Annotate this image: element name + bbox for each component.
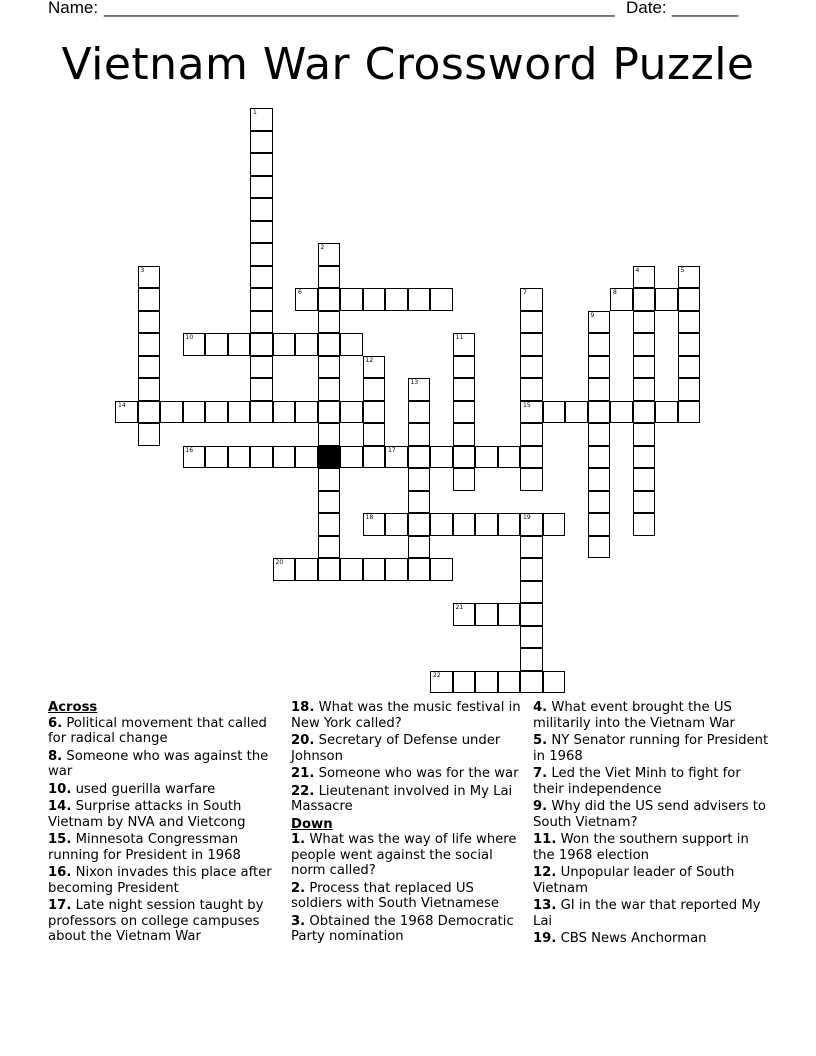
grid-cell[interactable] <box>655 288 678 311</box>
clue-number: 10 <box>185 334 194 341</box>
grid-cell[interactable] <box>340 288 363 311</box>
clue-across-16: 16. Nixon invades this place after becoming President <box>48 865 272 896</box>
grid-cell[interactable] <box>475 603 498 626</box>
grid-cell[interactable] <box>588 378 611 401</box>
grid-cell[interactable] <box>205 333 228 356</box>
grid-cell[interactable] <box>138 356 161 379</box>
clue-down-2: 2. Process that replaced US soldiers with South Vietnamese <box>291 880 499 911</box>
grid-cell[interactable] <box>565 401 588 424</box>
clue-number: 1 <box>253 109 257 116</box>
grid-cell[interactable] <box>543 671 566 694</box>
grid-cell[interactable] <box>205 446 228 469</box>
clue-number: 6 <box>298 289 302 296</box>
clue-number: 3 <box>140 266 145 274</box>
grid-cell[interactable] <box>520 603 543 626</box>
grid-cell[interactable] <box>498 513 521 536</box>
grid-cell[interactable] <box>475 671 498 694</box>
clue-column-2 <box>291 700 523 947</box>
grid-cell[interactable] <box>408 513 431 536</box>
clue-number: 7 <box>523 289 527 296</box>
grid-cell[interactable] <box>138 401 161 424</box>
grid-cell[interactable] <box>520 446 543 469</box>
grid-cell[interactable] <box>453 671 476 694</box>
clue-number: 16 <box>185 446 194 454</box>
clue-across-10: 10. used guerilla warfare <box>48 781 216 797</box>
grid-cell[interactable] <box>520 378 543 401</box>
grid-cell[interactable] <box>633 491 656 514</box>
clue-number: 9 <box>590 311 595 319</box>
clue-number: 11 <box>455 334 464 341</box>
clue-across-14: 14. Surprise attacks in South Vietnam by NVA and Vietcong <box>48 799 246 830</box>
grid-cell[interactable] <box>250 288 273 311</box>
clue-across-21: 21. Someone who was for the war <box>291 766 519 781</box>
grid-cell[interactable] <box>678 401 701 424</box>
grid-cell[interactable] <box>633 333 656 356</box>
grid-cell[interactable] <box>295 401 318 424</box>
grid-cell[interactable] <box>295 333 318 356</box>
grid-cell[interactable] <box>498 603 521 626</box>
grid-cell[interactable] <box>318 378 341 401</box>
grid-cell[interactable] <box>385 446 408 469</box>
grid-cell[interactable] <box>228 401 251 424</box>
grid-cell[interactable] <box>160 401 183 424</box>
grid-cell[interactable] <box>655 401 678 424</box>
grid-cell[interactable] <box>588 513 611 536</box>
grid-cell[interactable] <box>430 558 453 581</box>
grid-cell[interactable] <box>385 513 408 536</box>
grid-cell[interactable] <box>408 288 431 311</box>
grid-cell[interactable] <box>543 513 566 536</box>
grid-cell[interactable] <box>520 581 543 604</box>
grid-cell[interactable] <box>318 401 341 424</box>
grid-cell[interactable] <box>430 513 453 536</box>
clue-down-19: 19. CBS News Anchorman <box>533 931 707 946</box>
grid-cell[interactable] <box>138 266 161 289</box>
grid-cell[interactable] <box>408 378 431 401</box>
grid-cell[interactable] <box>408 468 431 491</box>
grid-cell[interactable] <box>408 401 431 424</box>
grid-cell[interactable] <box>318 536 341 559</box>
grid-cell[interactable] <box>520 671 543 694</box>
clue-across-17: 17. Late night session taught by professors on college campuses about the Vietnam War <box>48 898 264 944</box>
clue-down-3: 3. Obtained the 1968 Democratic Party nomination <box>291 913 514 944</box>
grid-cell[interactable] <box>520 333 543 356</box>
grid-cell[interactable] <box>340 401 363 424</box>
grid-cell[interactable] <box>138 311 161 334</box>
grid-cell[interactable] <box>678 266 701 289</box>
grid-cell[interactable] <box>588 491 611 514</box>
grid-cell[interactable] <box>295 446 318 469</box>
clue-across-15: 15. Minnesota Congressman running for President in 1968 <box>48 832 241 863</box>
grid-cell[interactable] <box>250 221 273 244</box>
grid-cell[interactable] <box>250 108 273 131</box>
grid-cell[interactable] <box>588 536 611 559</box>
clue-down-11: 11. Won the southern support in the 1968 election <box>533 832 749 863</box>
grid-cell[interactable] <box>318 558 341 581</box>
grid-cell[interactable] <box>363 558 386 581</box>
grid-cell[interactable] <box>250 378 273 401</box>
grid-cell[interactable] <box>633 288 656 311</box>
clue-down-13: 13. GI in the war that reported My Lai <box>533 898 761 929</box>
grid-cell[interactable] <box>138 288 161 311</box>
grid-cell[interactable] <box>543 401 566 424</box>
clue-number: 13 <box>410 379 419 386</box>
grid-cell[interactable] <box>588 356 611 379</box>
grid-cell[interactable] <box>453 446 476 469</box>
grid-cell[interactable] <box>250 176 273 199</box>
grid-cell[interactable] <box>588 468 611 491</box>
grid-cell[interactable] <box>453 401 476 424</box>
clue-across-8: 8. Someone who was against the war <box>48 748 269 779</box>
grid-cell[interactable] <box>633 401 656 424</box>
clue-down-7: 7. Led the Viet Minh to fight for their independence <box>533 766 741 797</box>
grid-cell[interactable] <box>633 423 656 446</box>
clue-number: 17 <box>388 446 396 454</box>
grid-cell[interactable] <box>520 311 543 334</box>
grid-cell[interactable] <box>678 333 701 356</box>
grid-cell[interactable] <box>183 401 206 424</box>
clue-down-5: 5. NY Senator running for President in 1968 <box>533 733 769 764</box>
grid-cell[interactable] <box>250 446 273 469</box>
grid-cell[interactable] <box>520 401 543 424</box>
clue-column-3 <box>533 700 769 949</box>
grid-cell[interactable] <box>250 311 273 334</box>
grid-cell[interactable] <box>588 423 611 446</box>
grid-cell[interactable] <box>183 333 206 356</box>
clue-down-4: 4. What event brought the US militarily into the Vietnam War <box>533 700 735 731</box>
grid-cell[interactable] <box>453 378 476 401</box>
clue-across-20: 20. Secretary of Defense under Johnson <box>291 733 501 764</box>
grid-cell[interactable] <box>678 378 701 401</box>
grid-cell[interactable] <box>250 266 273 289</box>
grid-cell[interactable] <box>408 423 431 446</box>
grid-cell[interactable] <box>318 356 341 379</box>
grid-cell[interactable] <box>318 491 341 514</box>
grid-cell[interactable] <box>610 401 633 424</box>
grid-cell[interactable] <box>520 288 543 311</box>
grid-cell[interactable] <box>250 198 273 221</box>
grid-cell[interactable] <box>588 401 611 424</box>
grid-cell[interactable] <box>363 356 386 379</box>
grid-cell[interactable] <box>588 333 611 356</box>
grid-cell[interactable] <box>250 333 273 356</box>
grid-cell[interactable] <box>520 423 543 446</box>
across-heading: Across <box>48 700 98 715</box>
grid-cell[interactable] <box>363 288 386 311</box>
grid-cell[interactable] <box>295 288 318 311</box>
grid-cell[interactable] <box>408 491 431 514</box>
grid-cell[interactable] <box>520 648 543 671</box>
grid-cell[interactable] <box>430 288 453 311</box>
grid-cell[interactable] <box>453 468 476 491</box>
grid-cell[interactable] <box>318 333 341 356</box>
grid-cell[interactable] <box>633 446 656 469</box>
grid-cell[interactable] <box>273 333 296 356</box>
grid-cell[interactable] <box>678 288 701 311</box>
grid-cell[interactable] <box>273 446 296 469</box>
grid-cell[interactable] <box>520 558 543 581</box>
grid-cell[interactable] <box>498 671 521 694</box>
grid-cell[interactable] <box>250 153 273 176</box>
grid-cell[interactable] <box>340 558 363 581</box>
grid-cell[interactable] <box>340 333 363 356</box>
clue-number: 18 <box>365 514 374 521</box>
grid-cell[interactable] <box>363 401 386 424</box>
grid-cell[interactable] <box>385 288 408 311</box>
grid-cell[interactable] <box>408 446 431 469</box>
grid-cell[interactable] <box>408 558 431 581</box>
date-field[interactable]: _______ <box>672 0 739 17</box>
grid-cell[interactable] <box>363 378 386 401</box>
grid-cell[interactable] <box>520 513 543 536</box>
grid-cell[interactable] <box>453 356 476 379</box>
grid-cell[interactable] <box>430 671 453 694</box>
clue-down-12: 12. Unpopular leader of South Vietnam <box>533 865 735 896</box>
grid-cell[interactable] <box>453 333 476 356</box>
clue-across-6: 6. Political movement that called for radical change <box>48 715 267 746</box>
grid-cell[interactable] <box>408 536 431 559</box>
clue-column-1 <box>48 700 280 947</box>
grid-cell[interactable] <box>318 468 341 491</box>
clue-number: 12 <box>365 356 374 364</box>
grid-cell[interactable] <box>250 401 273 424</box>
grid-cell[interactable] <box>610 288 633 311</box>
grid-cell[interactable] <box>363 513 386 536</box>
grid-cell[interactable] <box>633 378 656 401</box>
clue-across-18: 18. What was the music festival in New York called? <box>291 700 521 731</box>
clue-number: 19 <box>523 514 531 521</box>
grid-cell[interactable] <box>318 311 341 334</box>
grid-cell[interactable] <box>250 243 273 266</box>
clue-number: 20 <box>275 559 284 566</box>
grid-cell[interactable] <box>228 446 251 469</box>
grid-cell[interactable] <box>633 468 656 491</box>
grid-cell[interactable] <box>363 423 386 446</box>
black-square <box>318 446 341 469</box>
grid-cell[interactable] <box>385 558 408 581</box>
grid-cell[interactable] <box>453 603 476 626</box>
grid-cell[interactable] <box>453 423 476 446</box>
grid-cell[interactable] <box>520 626 543 649</box>
grid-cell[interactable] <box>318 266 341 289</box>
grid-cell[interactable] <box>138 333 161 356</box>
clue-across-22: 22. Lieutenant involved in My Lai Massacre <box>291 783 513 814</box>
grid-cell[interactable] <box>633 266 656 289</box>
grid-cell[interactable] <box>273 401 296 424</box>
grid-cell[interactable] <box>475 513 498 536</box>
grid-cell[interactable] <box>295 558 318 581</box>
grid-cell[interactable] <box>250 356 273 379</box>
clue-number: 22 <box>433 671 441 679</box>
clue-down-1: 1. What was the way of life where people went against the social norm called? <box>291 832 517 878</box>
grid-cell[interactable] <box>678 356 701 379</box>
grid-cell[interactable] <box>318 513 341 536</box>
grid-cell[interactable] <box>205 401 228 424</box>
clue-number: 5 <box>680 266 685 274</box>
grid-cell[interactable] <box>520 356 543 379</box>
clue-number: 4 <box>635 266 640 274</box>
grid-cell[interactable] <box>115 401 138 424</box>
grid-cell[interactable] <box>633 356 656 379</box>
grid-cell[interactable] <box>453 513 476 536</box>
grid-cell[interactable] <box>520 468 543 491</box>
down-heading: Down <box>291 816 333 832</box>
grid-cell[interactable] <box>588 311 611 334</box>
grid-cell[interactable] <box>588 446 611 469</box>
grid-cell[interactable] <box>678 311 701 334</box>
clue-number: 14 <box>118 401 126 409</box>
clue-number: 21 <box>455 604 464 611</box>
grid-cell[interactable] <box>340 446 363 469</box>
grid-cell[interactable] <box>475 446 498 469</box>
grid-cell[interactable] <box>250 131 273 154</box>
grid-cell[interactable] <box>430 446 453 469</box>
clue-down-9: 9. Why did the US send advisers to South Vietnam? <box>533 799 766 830</box>
grid-cell[interactable] <box>273 558 296 581</box>
grid-cell[interactable] <box>633 311 656 334</box>
grid-cell[interactable] <box>183 446 206 469</box>
grid-cell[interactable] <box>318 288 341 311</box>
grid-cell[interactable] <box>363 446 386 469</box>
grid-cell[interactable] <box>498 446 521 469</box>
grid-cell[interactable] <box>633 513 656 536</box>
date-label: Date: <box>626 0 667 17</box>
grid-cell[interactable] <box>318 243 341 266</box>
clue-number: 15 <box>523 401 531 409</box>
grid-cell[interactable] <box>138 378 161 401</box>
grid-cell[interactable] <box>228 333 251 356</box>
name-label: Name: <box>48 0 99 17</box>
grid-cell[interactable] <box>520 536 543 559</box>
name-field[interactable]: ______________________________________________________ <box>104 0 615 17</box>
grid-cell[interactable] <box>318 423 341 446</box>
grid-cell[interactable] <box>138 423 161 446</box>
page-title: Vietnam War Crossword Puzzle <box>61 39 755 90</box>
clue-number: 2 <box>320 244 325 251</box>
clue-number: 8 <box>613 289 617 296</box>
